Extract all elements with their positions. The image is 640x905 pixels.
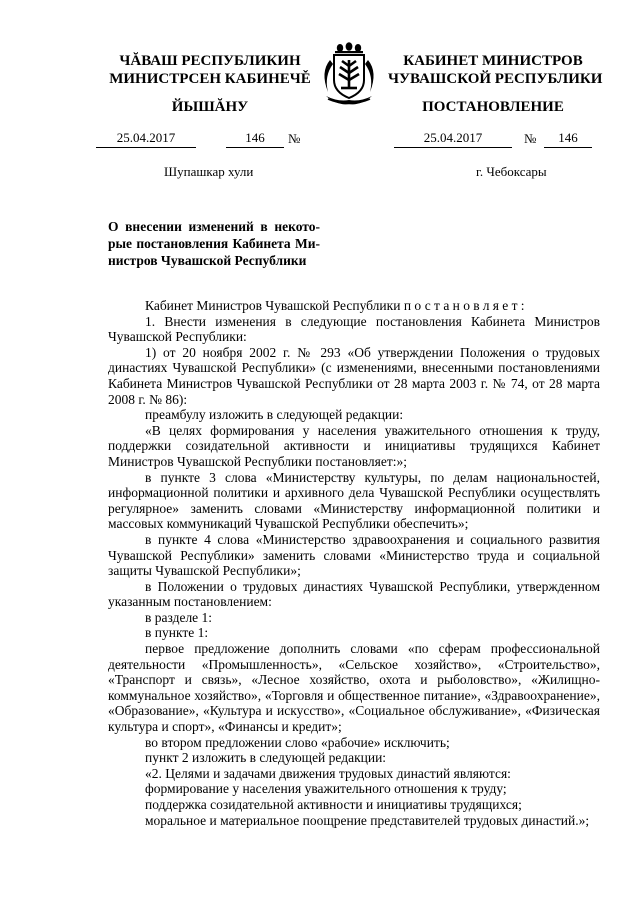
left-doc-type: ЙЫШĂНУ (171, 99, 249, 115)
document-subject (108, 218, 320, 269)
right-date-number (394, 132, 594, 148)
left-number-sign: № (288, 131, 301, 146)
left-date-number (96, 132, 326, 148)
left-org-line1: ЧĂВАШ РЕСПУБЛИКИН (119, 53, 301, 69)
body-paragraph: формирование у населения уважительного отношения к труду; (145, 781, 507, 797)
body-paragraph: моральное и материальное поощрение представителей трудовых династий.»; (145, 812, 590, 828)
body-paragraph: 1. Внести изменения в следующие постановления Кабинета Министров Чувашской Республики: (108, 313, 600, 345)
body-paragraph: поддержка созидательной активности и инициативы трудящихся; (145, 797, 522, 812)
body-paragraph: в разделе 1: (145, 609, 213, 625)
body-paragraph: «В целях формирования у населения уважительного отношения к труду, поддержки созидательной активности и инициативы трудящихся Кабинет Министров Чувашской Республики постановляет:»; (108, 422, 600, 469)
left-org-name (100, 52, 320, 88)
left-date: 25.04.2017 (96, 130, 196, 148)
subject-line1: О внесении изменений в некото- (108, 219, 320, 234)
right-date: 25.04.2017 (394, 130, 512, 148)
resolves-word: постановляет: (403, 298, 528, 313)
document-body (108, 298, 600, 828)
body-paragraph: первое предложение дополнить словами «по сферам профессиональной деятельности «Промышленность», «Сельское хозяйство», «Строительство», «Транспорт и связь», «Лесное хозяйство, охота и рыболовство», «Жилищно-коммунальное хозяйство», «Торговля и общественное питание», «Здравоохранение», «Образование», «Культура и искусство», «Социальное обслуживание», «Физическая культура и спорт», «Финансы и кредит»; (108, 641, 600, 735)
body-paragraph: в пункте 1: (145, 625, 209, 641)
body-paragraph: пункт 2 изложить в следующей редакции: (145, 750, 387, 766)
right-org-name (388, 52, 603, 88)
subject-line3: нистров Чувашской Республики (108, 253, 307, 268)
body-paragraph: преамбулу изложить в следующей редакции: (145, 407, 404, 423)
body-paragraph: в пункте 4 слова «Министерство здравоохранения и социального развития Чувашской Республики» заменить словами «Министерство труда и социальной защиты Чувашской Республики»; (108, 531, 600, 579)
left-place: Шупашкар хули (164, 164, 254, 179)
left-number: 146 (226, 130, 284, 148)
subject-line2: рые постановления Кабинета Ми- (108, 236, 320, 251)
body-paragraph: в пункте 3 слова «Министерству культуры, по делам национальностей, информационной политики и архивного дела Чувашской Республики осуществлять регулярное» заменить словами «Министерству информационной политики и массовых коммуникаций Чувашской Республики обеспечить»; (108, 469, 600, 532)
right-org-line2: ЧУВАШСКОЙ РЕСПУБЛИКИ (388, 71, 603, 87)
body-paragraph: во втором предложении слово «рабочие» исключить; (145, 734, 450, 750)
body-paragraph: в Положении о трудовых династиях Чувашской Республики, утвержденном указанным постановлением: (108, 578, 600, 610)
right-doc-type: ПОСТАНОВЛЕНИЕ (422, 99, 564, 115)
coat-of-arms-icon (314, 42, 384, 110)
body-paragraph (108, 298, 600, 314)
body-paragraph: 1) от 20 ноября 2002 г. № 293 «Об утверждении Положения о трудовых династиях Чувашской Республики» (с изменениями, внесенными постановлениями Кабинета Министров Чувашской Республики от 28 марта 2003 г. № 74, от 28 марта 2008 г. № 86): (108, 344, 600, 407)
left-org-line2: МИНИСТРСЕН КАБИНЕЧĚ (109, 71, 311, 87)
body-paragraph: «2. Целями и задачами движения трудовых династий являются: (145, 765, 511, 781)
right-number: 146 (544, 130, 592, 148)
right-place: г. Чебоксары (476, 164, 547, 179)
preamble-text: Кабинет Министров Чувашской Республики (145, 298, 404, 313)
right-number-sign: № (524, 131, 537, 146)
right-org-line1: КАБИНЕТ МИНИСТРОВ (403, 53, 583, 69)
